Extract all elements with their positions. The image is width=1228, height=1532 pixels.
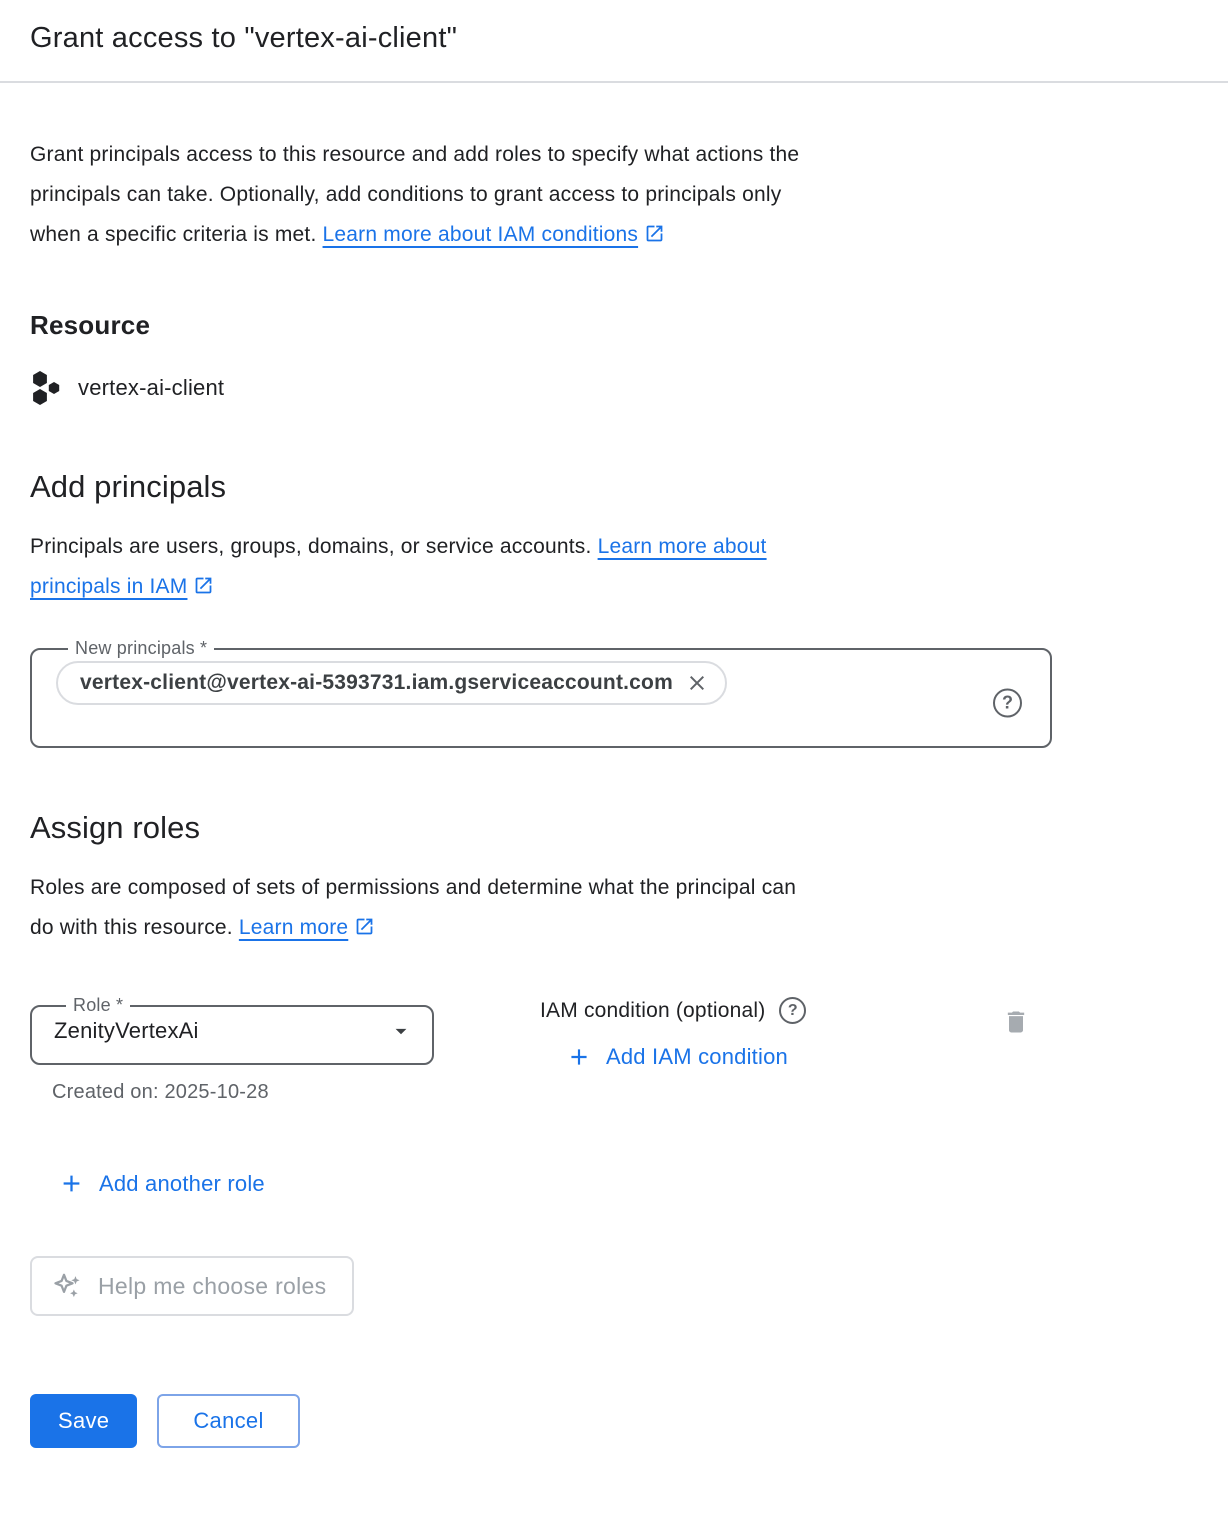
role-label: Role * [73,995,124,1015]
learn-more-principals-link-line2[interactable]: principals in IAM [30,575,188,598]
plus-icon [566,1044,592,1070]
add-another-role-button[interactable]: Add another role [58,1170,265,1197]
trash-icon [1002,1007,1030,1037]
intro-line-2: principals can take. Optionally, add conditions to grant access to principals only [30,183,782,206]
dialog-actions [30,1394,1198,1448]
intro-line-1: Grant principals access to this resource and add roles to specify what actions the [30,143,800,166]
learn-more-principals-link[interactable]: Learn more about [597,535,767,558]
external-link-icon [193,570,214,610]
sparkle-icon [52,1270,84,1302]
assign-roles-description: Roles are composed of sets of permissions and determine what the principal can do with this resource. Learn more [30,868,1198,951]
close-icon [685,671,709,695]
principals-help-icon[interactable]: ? [993,688,1022,717]
cancel-button[interactable]: Cancel [157,1394,299,1448]
resource-name: vertex-ai-client [78,375,225,400]
new-principals-field[interactable] [30,638,1052,748]
external-link-icon [644,218,665,258]
role-row [30,995,1052,1104]
role-selected-value: ZenityVertexAi [54,1018,199,1043]
page-title: Grant access to "vertex-ai-client" [30,22,458,54]
resource-row [30,369,1198,407]
bottom-spacer [30,1448,1198,1524]
iam-condition-help-icon[interactable]: ? [779,997,806,1024]
intro-line-3: when a specific criteria is met. Learn more about IAM conditions [30,215,1198,258]
add-principals-description: Principals are users, groups, domains, or service accounts. Learn more about principals in IAM [30,527,1198,610]
chevron-down-icon[interactable] [388,1018,414,1044]
iam-condition-label: IAM condition (optional) [540,998,766,1022]
header-divider [0,81,1228,83]
plus-icon [58,1170,85,1197]
resource-heading: Resource [30,310,151,340]
add-principals-heading: Add principals [30,469,227,504]
intro-paragraph [30,135,1198,258]
learn-more-roles-link[interactable]: Learn more [238,916,349,939]
iam-condition-column [540,995,806,1075]
role-created-on: Created on: 2025-10-28 [52,1081,269,1103]
role-column [30,995,434,1104]
role-select[interactable] [30,995,434,1065]
save-button[interactable]: Save [30,1394,137,1448]
principal-chip [56,661,727,705]
new-principals-label: New principals * [75,638,208,658]
external-link-icon [354,911,375,951]
assign-roles-heading: Assign roles [30,810,201,845]
principal-chip-value: vertex-client@vertex-ai-5393731.iam.gserviceaccount.com [80,671,673,694]
add-iam-condition-button[interactable]: Add IAM condition [566,1044,788,1070]
delete-role-button[interactable] [1002,1007,1030,1037]
learn-more-iam-conditions-link[interactable]: Learn more about IAM conditions [322,223,639,246]
help-me-choose-roles-button[interactable]: Help me choose roles [30,1256,354,1316]
service-account-icon [30,369,62,407]
chip-close-button[interactable] [683,669,711,697]
